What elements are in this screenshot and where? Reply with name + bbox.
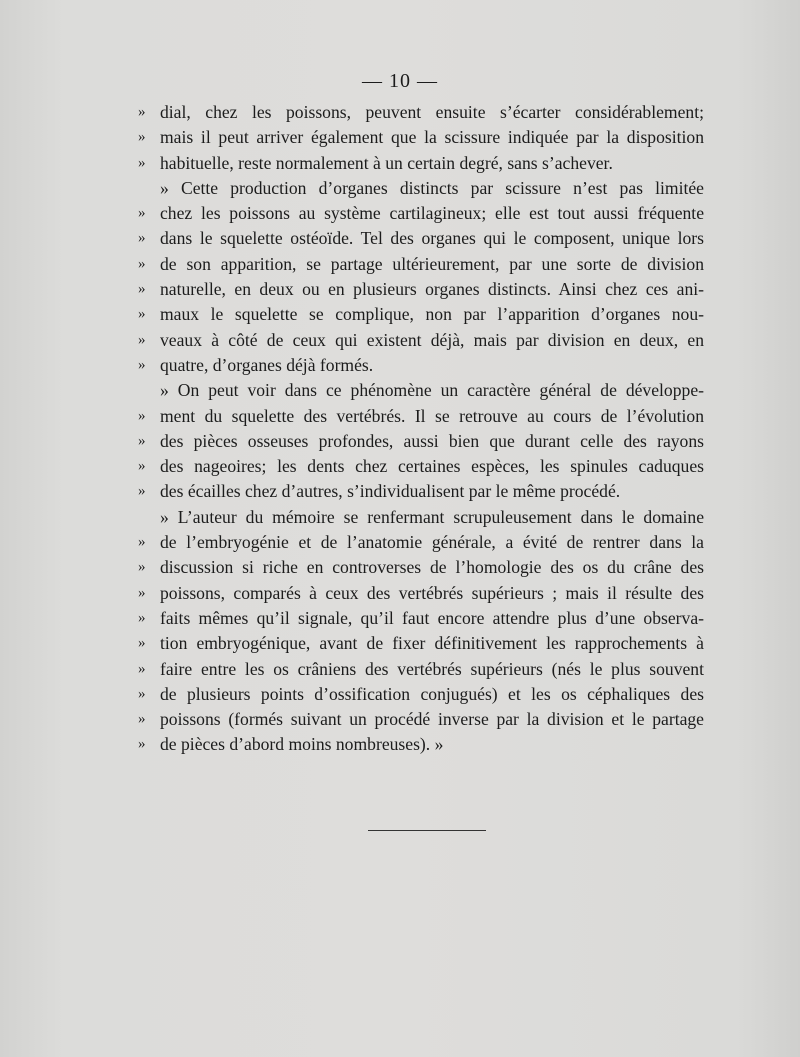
line-text: poissons, comparés à ceux des vertébrés supérieurs ; mais il résulte des bbox=[160, 582, 704, 603]
text-line bbox=[138, 201, 704, 226]
text-line bbox=[138, 176, 704, 201]
guillemet-mark: » bbox=[138, 154, 146, 171]
guillemet-mark: » bbox=[138, 711, 146, 728]
line-text: » Cette production d’organes distincts par scissure n’est pas limitée bbox=[160, 177, 704, 198]
guillemet-mark: » bbox=[138, 685, 146, 702]
line-text: naturelle, en deux ou en plusieurs organes distincts. Ainsi chez ces ani- bbox=[160, 279, 704, 300]
guillemet-mark: » bbox=[138, 534, 146, 551]
text-line bbox=[138, 530, 704, 555]
line-text: mais il peut arriver également que la scissure indiquée par la disposition bbox=[160, 127, 704, 148]
text-line bbox=[138, 404, 704, 429]
text-line bbox=[138, 606, 704, 631]
line-text: » L’auteur du mémoire se renfermant scrupuleusement dans le domaine bbox=[160, 506, 704, 527]
guillemet-mark: » bbox=[138, 205, 146, 222]
guillemet-mark: » bbox=[138, 584, 146, 601]
guillemet-mark: » bbox=[138, 407, 146, 424]
guillemet-mark: » bbox=[138, 255, 146, 272]
text-line bbox=[138, 631, 704, 656]
line-text: quatre, d’organes déjà formés. bbox=[160, 354, 374, 375]
text-line bbox=[138, 151, 704, 176]
line-text: de son apparition, se partage ultérieurement, par une sorte de division bbox=[160, 253, 704, 274]
text-line bbox=[138, 581, 704, 606]
guillemet-mark: » bbox=[138, 104, 146, 120]
text-line bbox=[138, 226, 704, 251]
body-text bbox=[138, 100, 704, 758]
line-text: faits mêmes qu’il signale, qu’il faut encore attendre plus d’une observa- bbox=[160, 607, 704, 628]
text-line bbox=[138, 125, 704, 150]
text-line bbox=[138, 252, 704, 277]
guillemet-mark: » bbox=[138, 635, 146, 652]
line-text: des nageoires; les dents chez certaines espèces, les spinules caduques bbox=[160, 456, 704, 477]
guillemet-mark: » bbox=[138, 458, 146, 475]
line-text: de plusieurs points d’ossification conjugués) et les os céphaliques des bbox=[160, 683, 704, 704]
guillemet-mark: » bbox=[138, 306, 146, 323]
line-text: de pièces d’abord moins nombreuses). » bbox=[160, 734, 444, 755]
guillemet-mark: » bbox=[138, 559, 146, 576]
line-text: dial, chez les poissons, peuvent ensuite s’écarter considérablement; bbox=[160, 102, 704, 122]
line-text: dans le squelette ostéoïde. Tel des organes qui le composent, unique lors bbox=[160, 228, 704, 249]
guillemet-mark: » bbox=[138, 736, 146, 753]
guillemet-mark: » bbox=[138, 356, 146, 373]
guillemet-mark: » bbox=[138, 483, 146, 500]
line-text: maux le squelette se complique, non par l’apparition d’organes nou- bbox=[160, 304, 704, 325]
text-line bbox=[138, 454, 704, 479]
guillemet-mark: » bbox=[138, 281, 146, 298]
line-text: discussion si riche en controverses de l’homologie des os du crâne des bbox=[160, 557, 704, 578]
text-line bbox=[138, 732, 704, 757]
line-text: veaux à côté de ceux qui existent déjà, mais par division en deux, en bbox=[160, 329, 704, 350]
text-line bbox=[138, 277, 704, 302]
text-line bbox=[138, 378, 704, 403]
text-line bbox=[138, 302, 704, 327]
text-line bbox=[138, 479, 704, 504]
closing-rule bbox=[368, 830, 486, 831]
line-text: faire entre les os crâniens des vertébrés supérieurs (nés le plus souvent bbox=[160, 658, 704, 679]
text-line bbox=[138, 657, 704, 682]
text-line bbox=[138, 353, 704, 378]
guillemet-mark: » bbox=[138, 660, 146, 677]
line-text: poissons (formés suivant un procédé inverse par la division et le partage bbox=[160, 709, 704, 730]
text-line bbox=[138, 555, 704, 580]
text-line bbox=[138, 707, 704, 732]
text-line bbox=[138, 328, 704, 353]
page-number: — 10 — bbox=[362, 70, 438, 92]
text-line bbox=[138, 429, 704, 454]
line-text: des écailles chez d’autres, s’individualisent par le même procédé. bbox=[160, 481, 621, 502]
text-line bbox=[138, 682, 704, 707]
text-line bbox=[138, 100, 704, 125]
text-line bbox=[138, 505, 704, 530]
guillemet-mark: » bbox=[138, 331, 146, 348]
line-text: de l’embryogénie et de l’anatomie générale, a évité de rentrer dans la bbox=[160, 532, 704, 553]
line-text: chez les poissons au système cartilagineux; elle est tout aussi fréquente bbox=[160, 203, 704, 224]
guillemet-mark: » bbox=[138, 129, 146, 146]
line-text: des pièces osseuses profondes, aussi bien que durant celle des rayons bbox=[160, 430, 704, 451]
line-text: habituelle, reste normalement à un certain degré, sans s’achever. bbox=[160, 152, 613, 173]
guillemet-mark: » bbox=[138, 230, 146, 247]
line-text: ment du squelette des vertébrés. Il se retrouve au cours de l’évolution bbox=[160, 405, 704, 426]
guillemet-mark: » bbox=[138, 432, 146, 449]
line-text: » On peut voir dans ce phénomène un caractère général de développe- bbox=[160, 380, 704, 401]
line-text: tion embryogénique, avant de fixer définitivement les rapprochements à bbox=[160, 633, 704, 654]
guillemet-mark: » bbox=[138, 609, 146, 626]
